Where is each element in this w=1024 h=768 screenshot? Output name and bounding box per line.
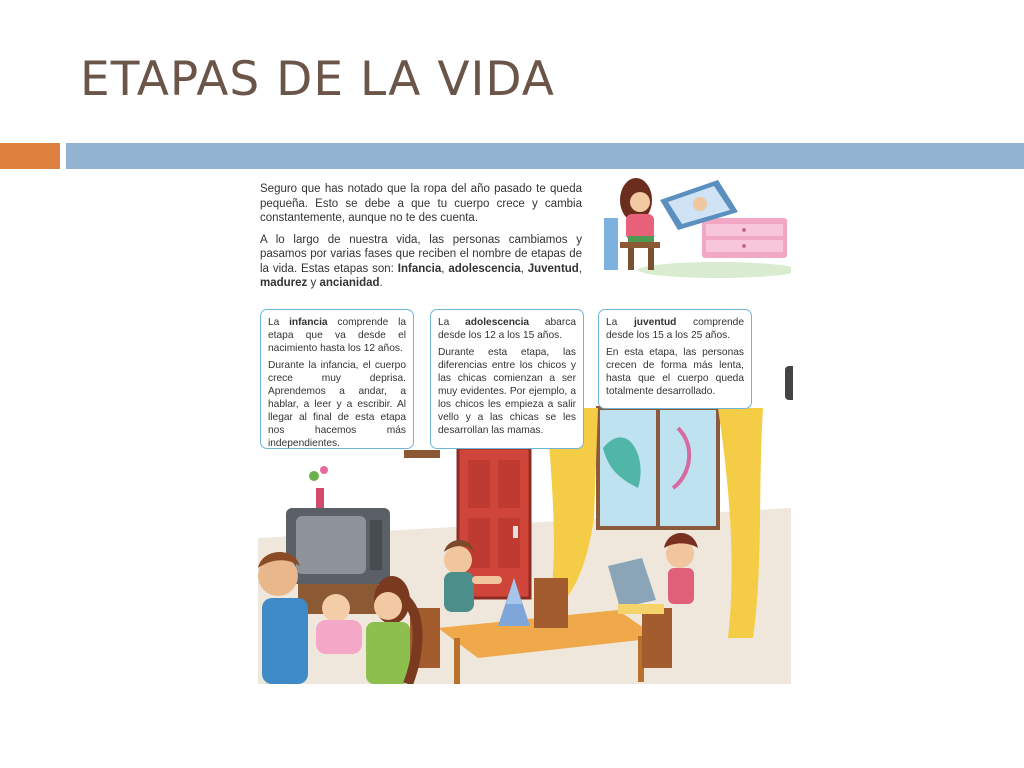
slide-title: ETAPAS DE LA VIDA	[80, 52, 555, 107]
term-juventud: Juventud	[527, 262, 579, 275]
info-box-juventud: La juventud comprende desde los 15 a los 25 años. En esta etapa, las personas crecen de forma más lenta, hasta que el cuerpo queda totalmente desarrollado.	[598, 309, 752, 409]
intro-text	[260, 182, 582, 298]
box-body-juventud: En esta etapa, las personas crecen de forma más lenta, hasta que el cuerpo queda totalmente desarrollado.	[606, 347, 744, 397]
textbook-page	[258, 178, 791, 684]
term-ancianidad: ancianidad	[319, 277, 380, 289]
box-term-juventud: juventud	[633, 317, 677, 328]
info-box-infancia: La infancia comprende la etapa que va desde el nacimiento hasta los 12 años. Durante la infancia, el cuerpo crece muy deprisa. Aprendemos a andar, a hablar, a leer y a escribir. Al llegar al final de esta etapa nos hacemos más independientes.	[260, 309, 414, 449]
girl-with-frame-illustration	[598, 178, 791, 283]
term-infancia: Infancia	[397, 262, 442, 275]
scroll-handle[interactable]	[785, 366, 793, 400]
info-box-adolescencia: La adolescencia abarca desde los 12 a los 15 años. Durante esta etapa, las diferencias entre los chicos y las chicas comienzan a ser muy evidentes. Por ejemplo, a los chicos les empieza a salir vello y a las chicas se les desarrollan las mamas.	[430, 309, 584, 449]
accent-bar-orange	[0, 143, 60, 169]
box-body-adolescencia: Durante esta etapa, las diferencias entre los chicos y las chicas comienzan a ser muy evidentes. Por ejemplo, a los chicos les empieza a salir vello y a las chicas se les desarrollan las mamas.	[438, 347, 576, 436]
intro-paragraph-1: Seguro que has notado que la ropa del año pasado te queda pequeña. Esto se debe a que tu cuerpo crece y cambia constantemente, aunque no te des cuenta.	[260, 183, 582, 224]
term-madurez: madurez	[260, 277, 308, 289]
term-adolescencia: adolescencia	[448, 262, 521, 275]
box-body-infancia: Durante la infancia, el cuerpo crece muy deprisa. Aprendemos a andar, a hablar, a leer y a escribir. Al llegar al final de esta etapa nos hacemos más independientes.	[268, 360, 406, 449]
intro-paragraph-2: A lo largo de nuestra vida, las personas cambiamos y pasamos por varias fases que reciben el nombre de etapas de la vida. Estas etapas son: Infancia, adolescencia, Juventud, madurez y ancianidad.	[260, 233, 583, 289]
accent-bar-blue	[66, 143, 1024, 169]
box-term-infancia: infancia	[289, 317, 328, 328]
box-term-adolescencia: adolescencia	[465, 317, 530, 328]
